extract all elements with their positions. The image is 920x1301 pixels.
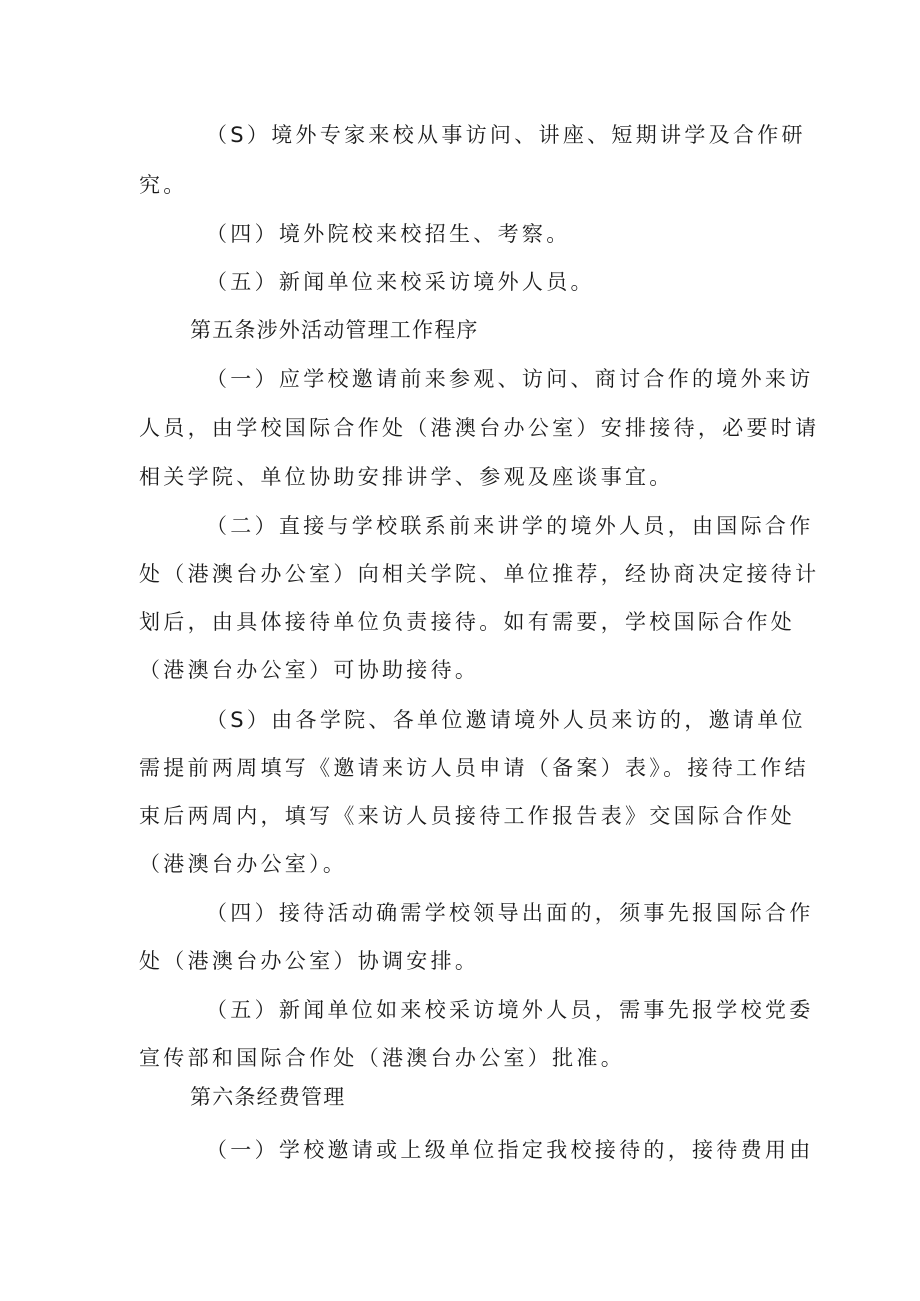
paragraph-line: 处（港澳台办公室）向相关学院、单位推荐，经协商决定接待计 — [139, 562, 820, 586]
paragraph-line: 宣传部和国际合作处（港澳台办公室）批准。 — [139, 1046, 625, 1070]
paragraph-line: （S）由各学院、各单位邀请境外人员来访的，邀请单位 — [206, 708, 806, 732]
paragraph-line: （四）接待活动确需学校领导出面的，须事先报国际合作 — [206, 901, 814, 925]
section-heading: 第五条涉外活动管理工作程序 — [190, 318, 479, 342]
paragraph-line: （五）新闻单位如来校采访境外人员，需事先报学校党委 — [206, 998, 814, 1022]
paragraph-line: （二）直接与学校联系前来讲学的境外人员，由国际合作 — [206, 514, 814, 538]
paragraph-line: （一）应学校邀请前来参观、访问、商讨合作的境外来访 — [206, 367, 814, 391]
paragraph-line: 需提前两周填写《邀请来访人员申请（备案）表》。接待工作结 — [139, 756, 809, 780]
section-heading: 第六条经费管理 — [190, 1085, 346, 1109]
paragraph-line: （港澳台办公室）。 — [139, 852, 348, 876]
paragraph-line: （四）境外院校来校招生、考察。 — [206, 222, 571, 246]
paragraph-line: （五）新闻单位来校采访境外人员。 — [206, 270, 595, 294]
paragraph-line: 束后两周内，填写《来访人员接待工作报告表》交国际合作处 — [139, 804, 796, 828]
paragraph-line: 处（港澳台办公室）协调安排。 — [139, 949, 480, 973]
paragraph-line: 划后，由具体接待单位负责接待。如有需要，学校国际合作处 — [139, 610, 796, 634]
paragraph-line: （一）学校邀请或上级单位指定我校接待的，接待费用由 — [206, 1138, 814, 1162]
paragraph-line: （S）境外专家来校从事访问、讲座、短期讲学及合作研 — [206, 123, 806, 147]
paragraph-line: 人员，由学校国际合作处（港澳台办公室）安排接待，必要时请 — [139, 416, 820, 440]
paragraph-line: （港澳台办公室）可协助接待。 — [139, 658, 480, 682]
paragraph-line: 究。 — [139, 173, 188, 197]
paragraph-line: 相关学院、单位协助安排讲学、参观及座谈事宜。 — [139, 465, 674, 489]
